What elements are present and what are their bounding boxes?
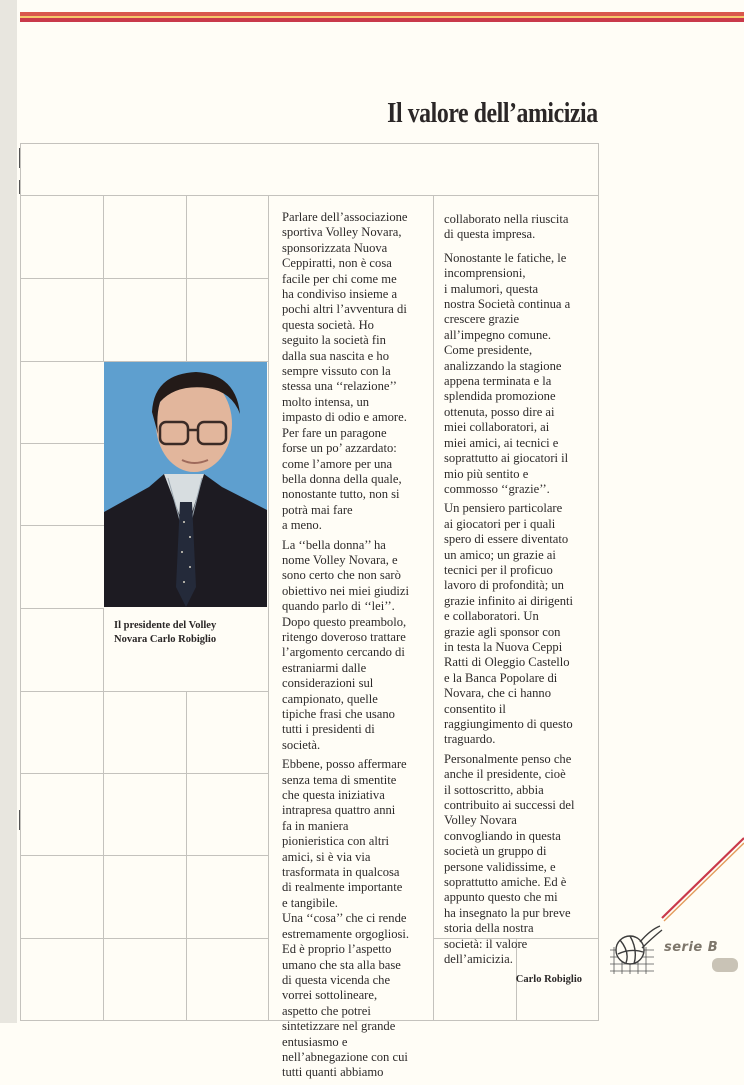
paragraph: Parlare dell’associazione sportiva Volley Novara, sponsorizzata Nuova Ceppiratti, non è cosa facile per chi come me ha condiviso insieme a pochi altri l’avventura di questa società. Ho seguito la società fin dalla sua nascita e ho sempre vissuto con la stessa una ‘‘relazione’’ molto intensa, un impasto di odio e amore. Per fare un paragone forse un po’ azzardato: come l’amore per una bella donna della quale, nonostante tutto, non si potrà mai fare a meno.	[282, 210, 408, 533]
paragraph: Ebbene, posso affermare senza tema di smentite che questa iniziativa intrapresa quattro anni fa in maniera pionieristica con altri amici, si è via via trasformata in qualcosa di realmente importante e tangibile. Una ‘‘cosa’’ che ci rende estremamente orgogliosi. Ed è proprio l’aspetto umano che sta alla base di questa vicenda che vorrei sottolineare, aspetto che potrei sintetizzare nel grande entusiasmo e nell’abnegazione con cui tutti quanti abbiamo	[282, 757, 410, 1080]
header-stripe-red	[20, 18, 744, 22]
paragraph: Un pensiero particolare ai giocatori per i quali spero di essere diventato un amico; un grazie ai tecnici per il proficuo lavoro di profondità; un grazie infinito ai dirigenti e collaboratori. Un grazie agli sponsor con in testa la Nuova Ceppi Ratti di Oleggio Castello e la Banca Popolare di Novara, che ci hanno consentito il raggiungimento di questo traguardo.	[444, 501, 574, 747]
author-signature: Carlo Robiglio	[515, 973, 582, 985]
paragraph: collaborato nella riuscita di questa impresa.	[444, 212, 569, 242]
article-column-2	[444, 212, 594, 987]
serie-b-wordmark-shapes	[712, 958, 738, 972]
article-title: Il valore dell’amicizia	[387, 98, 598, 129]
serie-b-wordmark: serie B	[664, 940, 719, 955]
paragraph: Personalmente penso che anche il presidente, cioè il sottoscritto, abbia contribuito ai successi del Volley Novara convogliando in questa società un gruppo di persone validissime, e soprattutto amiche. Ed è appunto questo che mi ha insegnato la pur breve storia della nostra società: il valore dell’amicizia.	[444, 751, 575, 967]
paragraph: La ‘‘bella donna’’ ha nome Volley Novara, e sono certo che non sarò obiettivo nei miei giudizi quando parlo di ‘‘lei’’. Dopo questo preambolo, ritengo doveroso trattare l’argomento cercando di estraniarmi dalle considerazioni sul campionato, quelle tipiche frasi che usano tutti i presidenti di società.	[282, 537, 409, 752]
volleyball-icon	[616, 926, 662, 964]
article-column-1	[282, 210, 432, 1085]
serie-b-logo	[600, 830, 744, 990]
president-photo	[104, 362, 267, 607]
paragraph: Nonostante le fatiche, le incomprensioni, i malumori, questa nostra Società continua a crescere grazie all’impegno comune. Come presidente, analizzando la stagione appena terminata e la splendida promozione ottenuta, posso dire ai miei collaboratori, ai miei amici, ai tecnici e soprattutto ai giocatori il mio più sentito e commosso ‘‘grazie’’.	[444, 250, 571, 496]
portrait-image	[104, 362, 267, 607]
photo-caption: Il presidente del Volley Novara Carlo Robiglio	[114, 620, 217, 645]
page-binding-edge	[0, 0, 17, 1023]
